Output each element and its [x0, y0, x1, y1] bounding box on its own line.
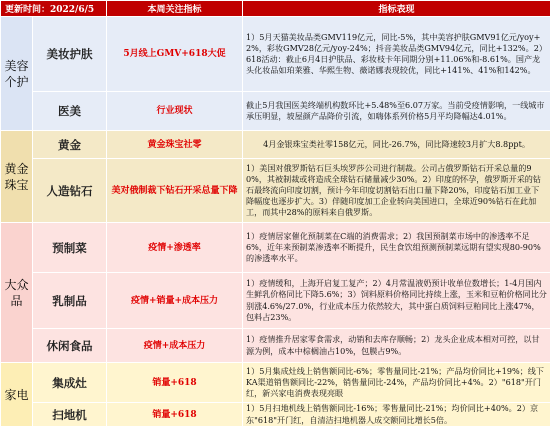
table-row — [1, 363, 550, 403]
indicator-cell: 行业现状 — [107, 92, 243, 131]
performance-cell: 1）5月集成灶线上销售额同比-6%；零售量同比-21%；产品均价同比+19%；线下KA渠道销售额同比-22%，销售量同比-24%，产品均价同比+4%。2）"618"开门红，新兴家电消费表现亮眼 — [243, 363, 550, 403]
header-row — [1, 1, 550, 17]
indicator-cell: 疫情+成本压力 — [107, 329, 243, 363]
sub-category: 预制菜 — [33, 223, 107, 273]
group-appliance: 家电 — [1, 363, 33, 427]
performance-cell: 1）美国对俄罗斯钻石巨头埃罗莎公司进行制裁。公司占俄罗斯钻石开采总量的90%，其被制裁或将造成全球钻石储量减少30%。2）印度的怀孕，俄罗斯开采的钻石最终流向印度切割，预计今年印度切割钻石出口量下降20%，印度钻石加工业下降幅度也逐步扩大。3）伴随印度加工企业转向美国进口，全球近90%钻石在此加工，而其中28%的原料来自俄罗斯。 — [243, 159, 550, 223]
performance-cell: 截止5月我国医美终端机构数环比+5.48%至6.07万家。当前受疫情影响，一线城市承压明显，坡屋颜产品降价引流，如嗨体系列价格5月平均降幅达4.01%。 — [243, 92, 550, 131]
sub-category: 集成灶 — [33, 363, 107, 403]
sub-category: 美妆护肤 — [33, 17, 107, 92]
indicator-cell: 5月线上GMV+618大促 — [107, 17, 243, 92]
group-jewelry: 黄金珠宝 — [1, 131, 33, 223]
sub-category: 休闲食品 — [33, 329, 107, 363]
table-row — [1, 92, 550, 131]
indicator-cell: 美对俄制裁下钻石开采总量下降 — [107, 159, 243, 223]
performance-cell: 1）疫情居家催化预制菜在C端的消费需求；2）我国预制菜市场中的渗透率不足6%，近年来预制菜渗透率不断提升，民生食饮组预测预制菜远期有望实现80-90%的渗透率水平。 — [243, 223, 550, 273]
indicator-cell: 疫情+销量+成本压力 — [107, 273, 243, 329]
sub-category: 乳制品 — [33, 273, 107, 329]
sub-category: 扫地机 — [33, 403, 107, 427]
performance-cell: 1）疫情推升居家零食需求，动销和去库存顺畅；2）龙头企业成本相对可控，以甘源为例，成本中棕榈油占10%，包膜占9%。 — [243, 329, 550, 363]
performance-cell: 4月金银珠宝类社零158亿元，同比-26.7%，同比降速较3月扩大8.8ppt。 — [243, 131, 550, 159]
group-beauty: 美容个护 — [1, 17, 33, 131]
table-row — [1, 403, 550, 427]
sub-category: 医美 — [33, 92, 107, 131]
indicator-cell: 销量+618 — [107, 403, 243, 427]
performance-cell: 1）疫情缓和，上海开启复工复产；2）4月常温液奶预计收单位数增长；1-4月国内生鲜乳价格同比下降5.6%；3）饲料原料价格同比持续上涨，玉米和豆粕价格同比分别涨4.6%/27.0%，行业成本压力依然较大，其中蛋白质饲料豆粕同比上涨47%，包料占23%。 — [243, 273, 550, 329]
sub-category: 人造钻石 — [33, 159, 107, 223]
performance-cell: 1）5月扫地机线上销售额同比-16%；零售量同比-21%；均价同比+40%。2）京东"618"开门红，自清洁扫地机器人成交额同比增长5倍。 — [243, 403, 550, 427]
table-row — [1, 329, 550, 363]
table-row — [1, 17, 550, 92]
table-row — [1, 159, 550, 223]
indicator-cell: 疫情+渗透率 — [107, 223, 243, 273]
table-row — [1, 273, 550, 329]
indicator-header: 本周关注指标 — [107, 1, 243, 17]
table-row — [1, 223, 550, 273]
table-row — [1, 131, 550, 159]
indicator-cell: 销量+618 — [107, 363, 243, 403]
sub-category: 黄金 — [33, 131, 107, 159]
indicator-cell: 黄金珠宝社零 — [107, 131, 243, 159]
group-mass: 大众品 — [1, 223, 33, 363]
update-time: 更新时间：2022/6/5 — [1, 1, 107, 17]
performance-cell: 1）5月天猫美妆品类GMV119亿元，同比-5%，其中美容护肤GMV91亿元/yoy+2%，彩妆GMV28亿元/yoy-24%；抖音美妆品类GMV94亿元，同比+132%。2）618活动：截止6月4日护肤品、彩妆枝卡年同期分别+11.06%和-8.61%。国产龙头化妆品如珀莱雅、华熙生物、薇诺娜表现较优，同比+141%、41%和142%。 — [243, 17, 550, 92]
performance-header: 指标表现 — [243, 1, 550, 17]
